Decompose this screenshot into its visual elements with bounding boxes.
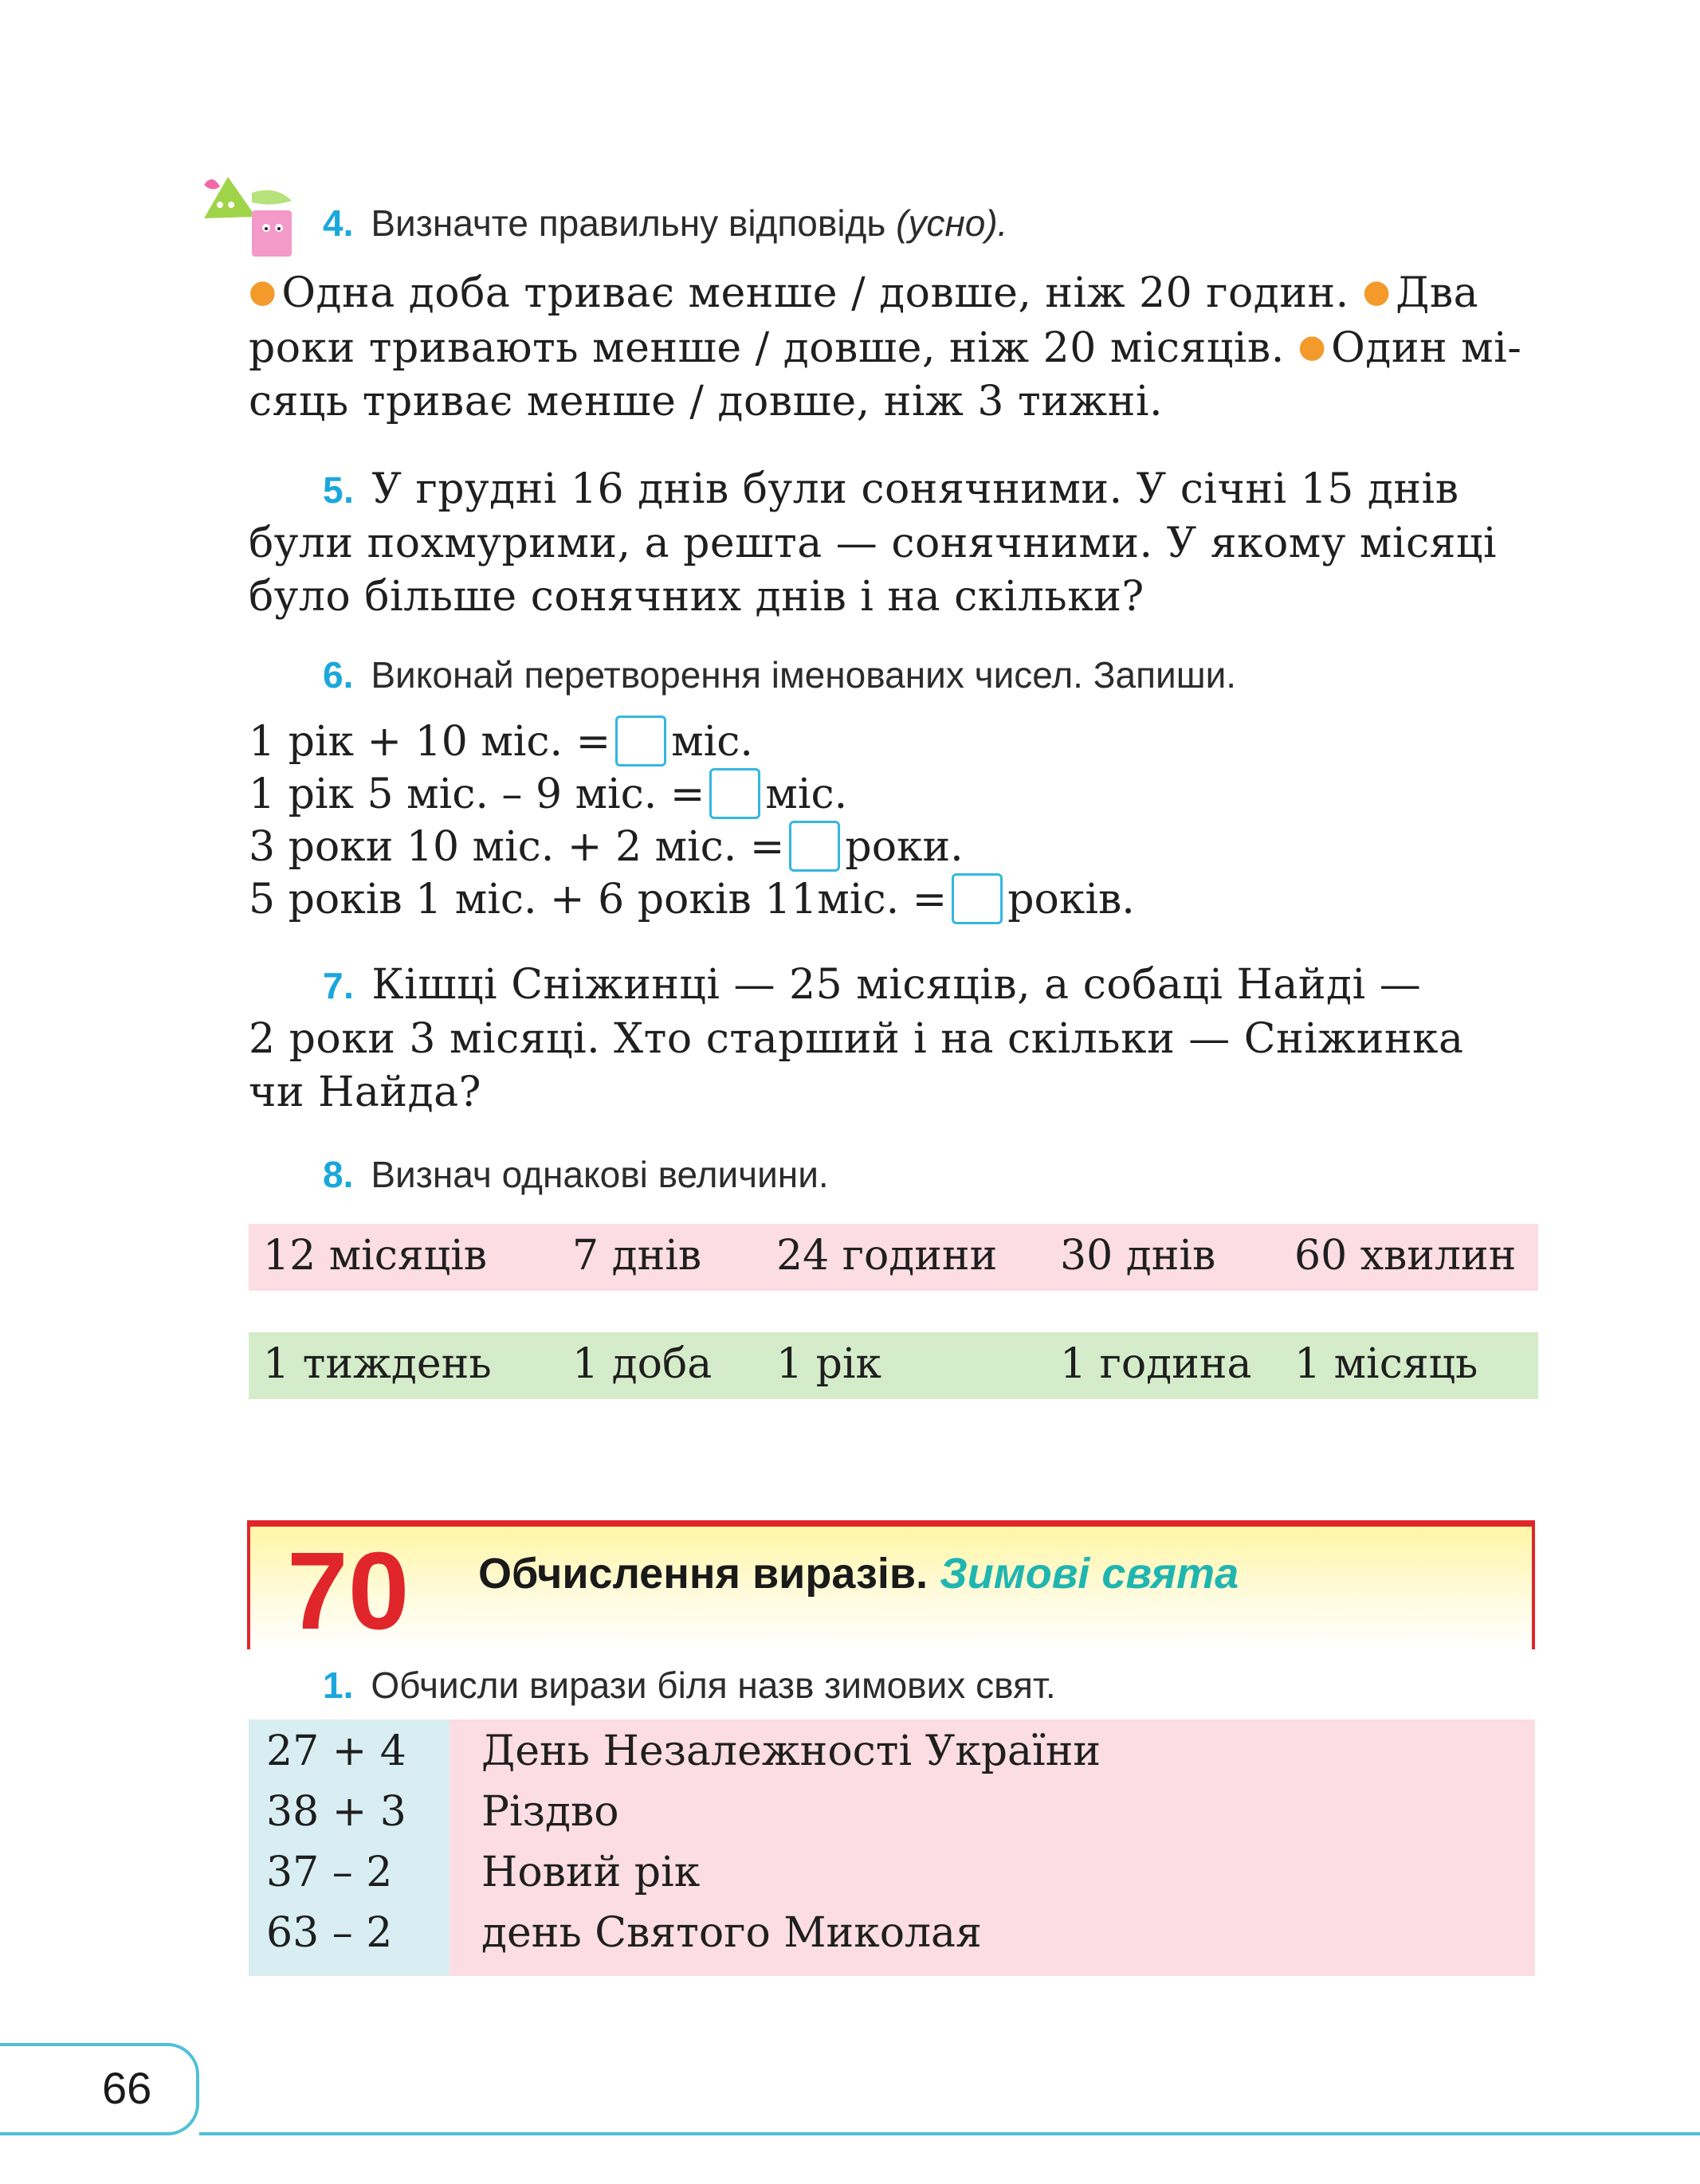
task6-equations bbox=[249, 716, 1135, 926]
task4-heading bbox=[323, 202, 1007, 245]
task4-title: Визначте правильну відповідь bbox=[371, 202, 897, 244]
quantity-cell[interactable]: 1 місяць bbox=[1294, 1340, 1478, 1388]
quantity-cell[interactable]: 1 тиждень bbox=[263, 1340, 492, 1388]
task5-line: було більше сонячних днів і на скільки? bbox=[249, 573, 1144, 621]
equation-row bbox=[249, 768, 1135, 821]
expression: 37 – 2 bbox=[266, 1849, 393, 1896]
task5-line: У грудні 16 днів були сонячними. У січні 15 днів bbox=[371, 465, 1459, 513]
expression: 38 + 3 bbox=[266, 1788, 406, 1836]
bullet-icon: ● bbox=[1362, 273, 1392, 310]
equation-unit: міс. bbox=[671, 718, 753, 766]
task4-line: Два bbox=[1396, 269, 1479, 317]
lesson-title bbox=[478, 1549, 1239, 1598]
task4-line: роки тривають менше / довше, ніж 20 місяців. bbox=[249, 324, 1285, 372]
quantity-cell[interactable]: 60 хвилин bbox=[1294, 1232, 1517, 1280]
task8-number: 8. bbox=[323, 1154, 354, 1195]
table-row bbox=[249, 1909, 1535, 1970]
lesson-subtitle: Зимові свята bbox=[940, 1550, 1239, 1598]
holiday-name: день Святого Миколая bbox=[481, 1909, 982, 1957]
lesson-title-main: Обчислення виразів. bbox=[478, 1550, 940, 1598]
table-row bbox=[249, 1849, 1535, 1909]
expression: 27 + 4 bbox=[266, 1727, 406, 1775]
equation-left: 1 рік 5 міс. – 9 міс. = bbox=[249, 770, 705, 818]
table-row bbox=[249, 1727, 1535, 1788]
quantity-cell[interactable]: 1 година bbox=[1060, 1340, 1252, 1388]
bullet-icon: ● bbox=[1298, 328, 1327, 365]
expression: 63 – 2 bbox=[266, 1909, 393, 1957]
answer-box[interactable] bbox=[952, 873, 1003, 924]
lesson-number: 70 bbox=[287, 1530, 410, 1653]
holiday-name: День Незалежності України bbox=[481, 1727, 1101, 1775]
bullet-icon: ● bbox=[249, 273, 277, 310]
task8-heading bbox=[323, 1153, 829, 1196]
task8-title: Визнач однакові величини. bbox=[371, 1154, 829, 1195]
equation-row bbox=[249, 716, 1135, 768]
equation-left: 5 років 1 міс. + 6 років 11міс. = bbox=[249, 876, 948, 923]
quantity-cell[interactable]: 1 доба bbox=[572, 1340, 713, 1388]
page-number: 66 bbox=[102, 2063, 152, 2113]
task6-title: Виконай перетворення іменованих чисел. Запиши. bbox=[371, 654, 1237, 696]
task7-line: 2 роки 3 місяці. Хто старший і на скільки — Сніжинка bbox=[249, 1015, 1464, 1063]
lesson-task1-heading bbox=[323, 1664, 1056, 1707]
quantity-cell[interactable]: 24 години bbox=[776, 1232, 998, 1280]
task5-line: були похмурими, а решта — сонячними. У якому місяці bbox=[249, 520, 1497, 567]
task4-line: Одна доба триває менше / довше, ніж 20 годин. bbox=[281, 269, 1349, 317]
quantities-bottom-row bbox=[249, 1332, 1538, 1399]
quantity-cell[interactable]: 30 днів bbox=[1060, 1232, 1216, 1280]
task4-text bbox=[249, 265, 1540, 429]
equation-unit: роки. bbox=[845, 823, 964, 871]
answer-box[interactable] bbox=[789, 821, 840, 872]
mascot-icon bbox=[196, 169, 300, 265]
equation-left: 3 роки 10 міс. + 2 міс. = bbox=[249, 823, 785, 871]
equation-row bbox=[249, 821, 1135, 873]
holiday-name: Новий рік bbox=[481, 1849, 701, 1896]
task7-number: 7. bbox=[323, 965, 355, 1006]
task4-title-emphasis: (усно). bbox=[896, 202, 1008, 244]
task4-line: Один мі- bbox=[1331, 324, 1522, 372]
table-row bbox=[249, 1788, 1535, 1849]
quantities-top-row bbox=[249, 1224, 1538, 1291]
equation-left: 1 рік + 10 міс. = bbox=[249, 718, 611, 766]
task6-number: 6. bbox=[323, 654, 354, 696]
lesson-task1-title: Обчисли вирази біля назв зимових свят. bbox=[371, 1664, 1056, 1706]
answer-box[interactable] bbox=[709, 768, 760, 819]
task5-number: 5. bbox=[323, 469, 355, 511]
task5-text bbox=[249, 463, 1540, 624]
footer-divider bbox=[199, 2132, 1700, 2135]
page-number-tab bbox=[0, 2043, 199, 2135]
task4-line: сяць триває менше / довше, ніж 3 тижні. bbox=[249, 378, 1164, 425]
task7-text bbox=[249, 959, 1540, 1119]
task6-heading bbox=[323, 653, 1236, 696]
quantity-cell[interactable]: 1 рік bbox=[776, 1340, 882, 1388]
equation-unit: років. bbox=[1007, 876, 1135, 923]
task4-number: 4. bbox=[323, 202, 354, 244]
lesson-task1-number: 1. bbox=[323, 1664, 354, 1706]
answer-box[interactable] bbox=[615, 716, 666, 767]
task7-line: чи Найда? bbox=[249, 1068, 481, 1116]
quantity-cell[interactable]: 7 днів bbox=[572, 1232, 702, 1280]
holiday-expressions-table bbox=[249, 1719, 1535, 1976]
quantity-cell[interactable]: 12 місяців bbox=[263, 1232, 488, 1280]
task7-line: Кішці Сніжинці — 25 місяців, а собаці Найді — bbox=[371, 961, 1422, 1009]
equation-row bbox=[249, 873, 1135, 926]
holiday-name: Різдво bbox=[481, 1788, 619, 1836]
equation-unit: міс. bbox=[765, 770, 848, 818]
